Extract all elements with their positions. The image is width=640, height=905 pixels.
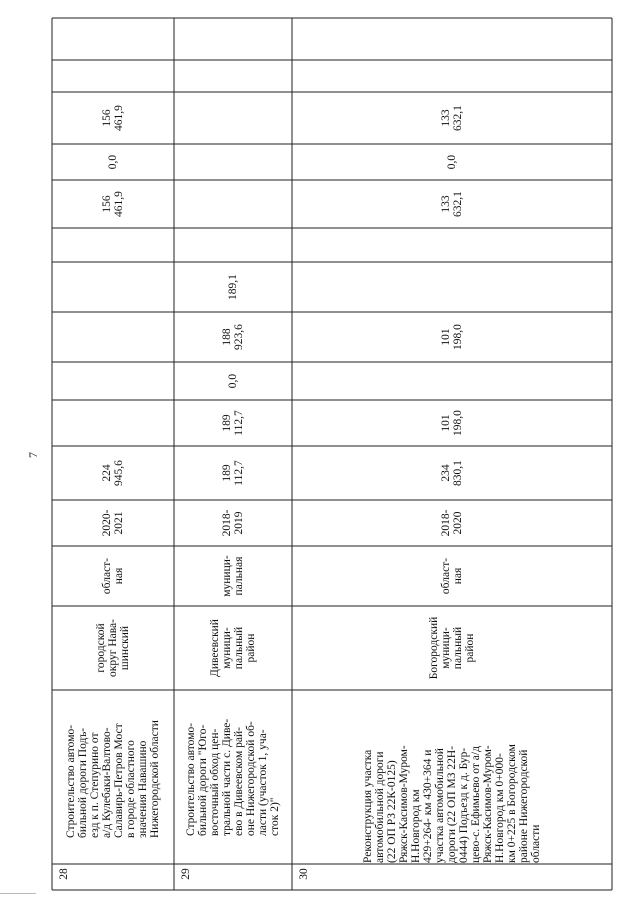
row-28-value-c: 156 461,9	[101, 105, 125, 131]
row-30-municipality: Богородский муници- пальный район	[428, 616, 476, 680]
row-30-value-b: 0,0	[446, 154, 458, 170]
row-28-name: Строительство автомо- бильной дороги Подъ- езд к п. Степурино от а/д Кулебаки-Валтово- Салавирь-Петров Мост в городе областного значения Навашино Нижегородской области	[65, 720, 161, 838]
row-30-value-c: 133 632,1	[440, 105, 464, 131]
row-29-number: 29	[180, 868, 192, 880]
row-29-ownership: муници- пальная	[221, 555, 245, 597]
row-29-extra: 189,1	[227, 274, 239, 300]
row-29-total: 189 112,7	[221, 460, 245, 486]
row-28-municipality: городской округ Нава- шинский	[95, 619, 131, 677]
row-29-period: 2018- 2019	[221, 509, 245, 537]
row-30-name: Реконструкция участка автомобильной дороги (22 ОП РЗ 22К-0125) Ряжск-Касимов-Муром- Н.Новгород км 429+264- км 430+364 и участка автомобильной дороги (22 ОП МЗ 22Н- 0444) Подъезд к д. Бур- цево-с. Ефимьево от а/д Ряжск-Касимов-Муром- Н.Новгород км 0+000- км 0+225 в Богородском районе Нижегородской области	[362, 744, 542, 863]
row-30-ownership: област- ная	[440, 557, 464, 595]
row-30-federal: 101 198,0	[440, 410, 464, 436]
row-28-period: 2020- 2021	[101, 509, 125, 537]
row-30-local: 101 198,0	[440, 324, 464, 350]
page-number: 7	[26, 452, 40, 458]
row-30-value-a: 133 632,1	[440, 191, 464, 217]
row-28-number: 28	[58, 868, 70, 880]
row-29-municipality: Дивеевский муници- пальный район	[209, 619, 257, 677]
row-29-federal: 189 112,7	[221, 410, 245, 436]
row-29-regional: 0,0	[227, 373, 239, 389]
row-30-period: 2018- 2020	[440, 509, 464, 537]
row-29-local: 188 923,6	[221, 324, 245, 350]
row-30-number: 30	[298, 868, 310, 880]
row-30-total: 234 830,1	[440, 460, 464, 486]
row-28-value-a: 156 461,9	[101, 191, 125, 217]
row-28-ownership: област- ная	[101, 557, 125, 595]
row-28-value-b: 0,0	[107, 154, 119, 170]
row-28-total: 224 945,6	[101, 460, 125, 486]
row-29-name: Строительство автомо- бильной дороги "Юго- восточный обход цен- тральной части с. Диве- ево в Дивеевском рай- оне Нижегородской об- ласти (участок 1, уча- сток 2)"	[185, 718, 281, 836]
